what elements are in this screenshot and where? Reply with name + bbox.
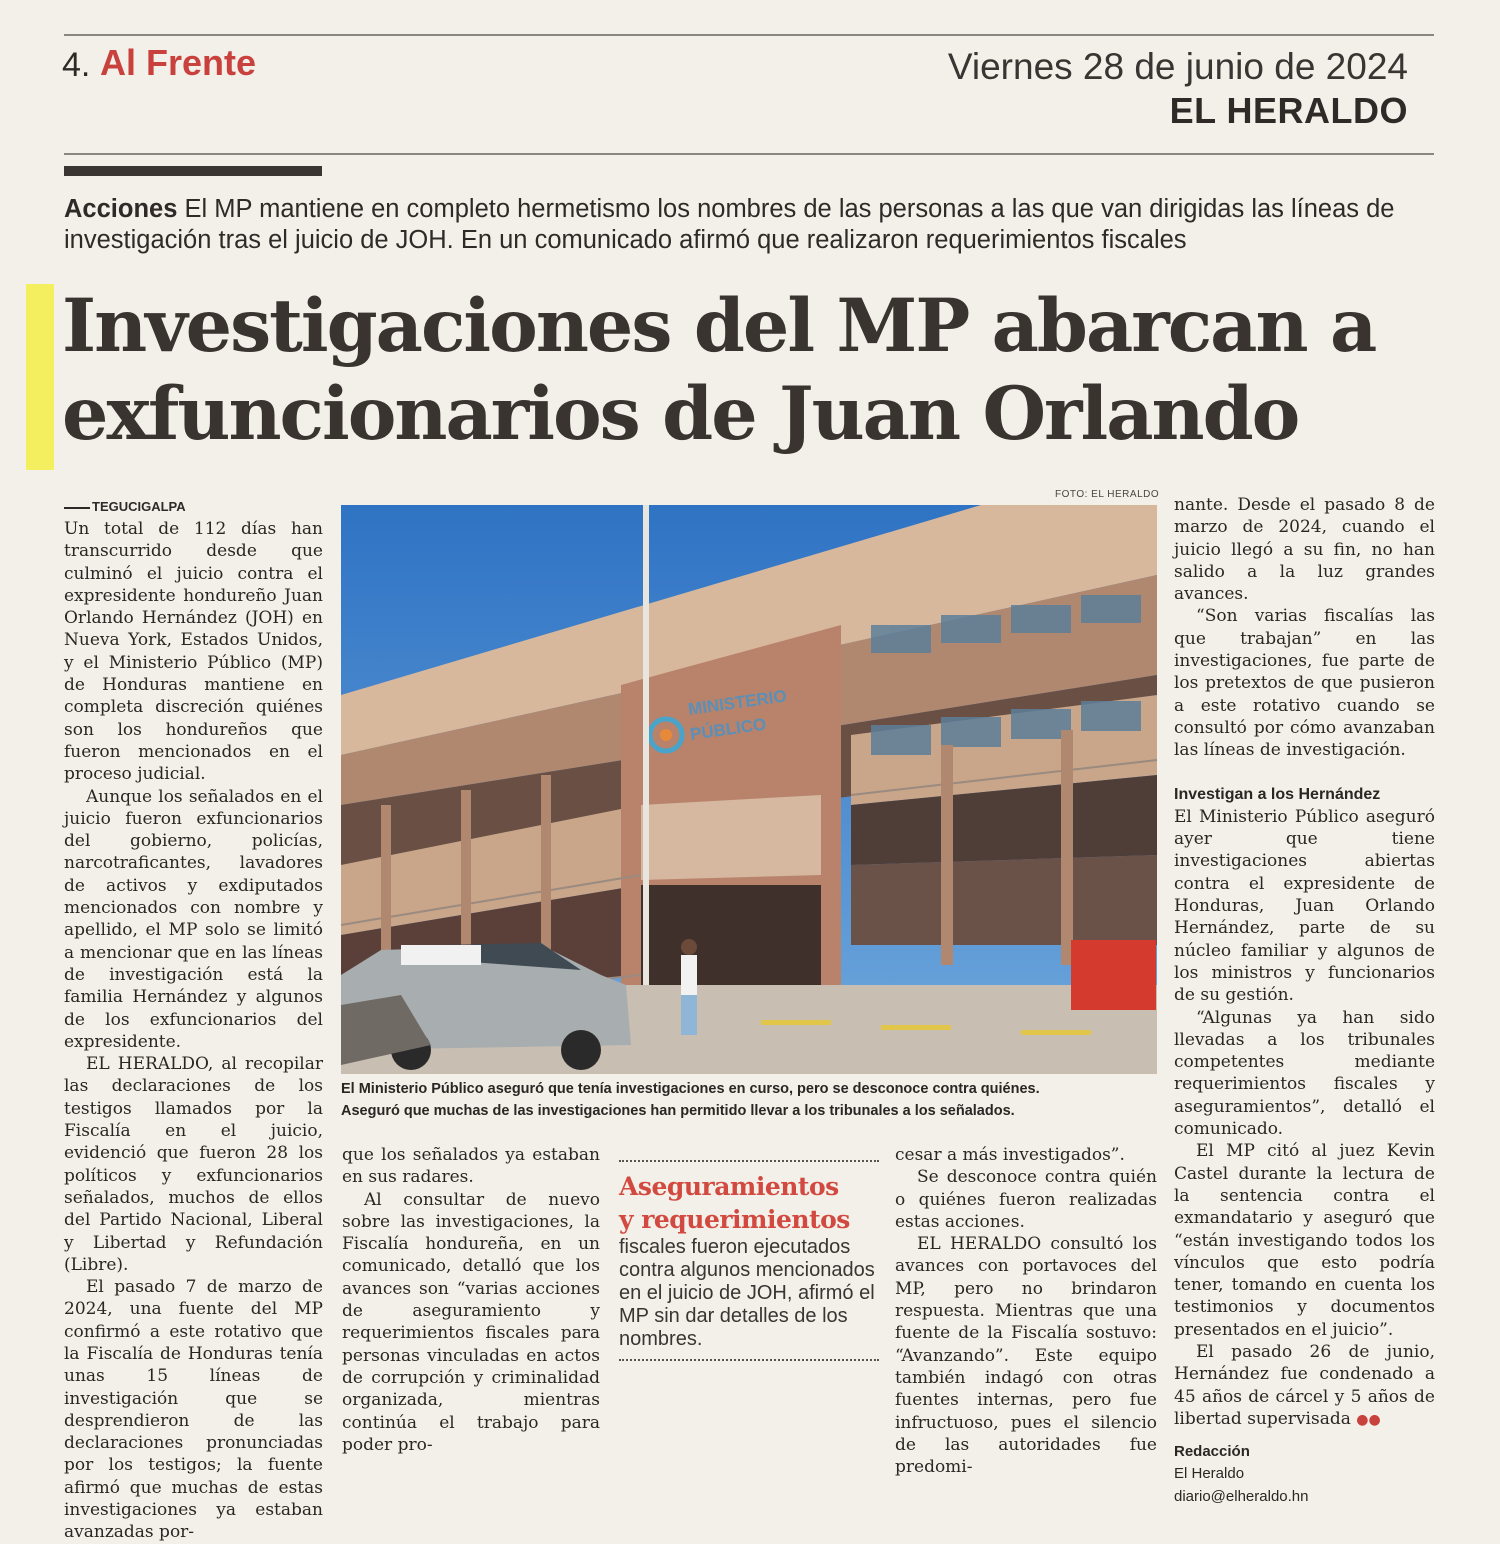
headline-line-2: exfuncionarios de Juan Orlando xyxy=(62,371,1299,457)
paragraph: Se desconoce contra quién o quiénes fueron realizadas estas acciones. xyxy=(895,1167,1157,1232)
paragraph: Un total de 112 días han transcurrido desde que culminó el juicio contra el expresidente hondureño Juan Orlando Hernández (JOH) en Nueva York, Estados Unidos, y el Ministerio Público (MP) de Honduras mantiene en completa discreción quiénes son los hondureños que fueron mencionados en el proceso judicial. xyxy=(64,519,323,785)
sign-line-1: MINISTERIO xyxy=(686,686,788,719)
column-5 xyxy=(1174,494,1435,1508)
dotted-rule xyxy=(619,1160,879,1162)
paragraph: “Son varias fiscalías las que trabajan” en las investigaciones, fue parte de los pretextos de que pusieron a este rotativo cuando se consultó por cómo avanzaban las líneas de investigación. xyxy=(1174,606,1435,761)
section-name: Al Frente xyxy=(100,42,257,83)
header-rule xyxy=(64,153,1434,155)
pull-quote-title-1: Aseguramientos xyxy=(619,1172,839,1201)
end-mark: ●● xyxy=(1356,1411,1381,1428)
kicker-label: Acciones xyxy=(64,195,178,223)
page-number: 4. xyxy=(62,46,91,84)
photo-caption xyxy=(341,1078,1157,1122)
paragraph: cesar a más investigados”. xyxy=(895,1145,1125,1165)
paragraph: que los señalados ya estaban en sus radares. xyxy=(342,1145,600,1188)
paragraph: Aunque los señalados en el juicio fueron exfuncionarios del gobierno, policías, narcotraficantes, lavadores de activos y exdiputados mencionados con nombre y apellido, el MP solo se limitó a mencionar que en las líneas de investigación está la familia Hernández y algunos de los exfuncionarios del expresidente. xyxy=(64,786,323,1052)
paragraph: El pasado 7 de marzo de 2024, una fuente del MP confirmó a este rotativo que la Fiscalía de Honduras tenía unas 15 líneas de investigación que se desprendieron de las declaraciones pronunciadas por los testigos; la fuente afirmó que muchas de estas investigaciones ya estaban avanzadas por- xyxy=(64,1277,323,1543)
paragraph: El MP citó al juez Kevin Castel durante la lectura de la sentencia contra el exmandatario y aseguró que “están investigando todos los vínculos que esto podría tener, tomando en cuenta los testimonios y documentos presentados en el juicio”. xyxy=(1174,1141,1435,1340)
ministerio-publico-building-photo xyxy=(341,505,1157,1074)
dotted-rule xyxy=(619,1359,879,1361)
kicker-text: El MP mantiene en completo hermetismo los nombres de las personas a las que van dirigidas las líneas de investigación tras el juicio de JOH. En un comunicado afirmó que realizaron requerimientos fiscales xyxy=(64,195,1395,254)
kicker-bar xyxy=(64,166,322,176)
pull-quote-text: fiscales fueron ejecutados contra algunos mencionados en el juicio de JOH, afirmó el MP sin dar detalles de los nombres. xyxy=(619,1236,875,1350)
issue-date: Viernes 28 de junio de 2024 xyxy=(947,46,1408,87)
headline xyxy=(62,282,1442,458)
closing-text: El pasado 26 de junio, Hernández fue condenado a 45 años de cárcel y 5 años de libertad supervisada xyxy=(1174,1341,1435,1429)
newspaper-name: EL HERALDO xyxy=(1169,90,1408,131)
caption-line-1: El Ministerio Público aseguró que tenía investigaciones en curso, pero se desconoce contra quiénes. xyxy=(341,1081,1040,1097)
paragraph: EL HERALDO consultó los avances con portavoces del MP, pero no brindaron respuesta. Mientras que una fuente de la Fiscalía sostuvo: “Avanzando”. Este equipo también indagó con otras fuentes internas, pero fue infructuoso, pues el silencio de las autoridades fue predomi- xyxy=(895,1234,1157,1478)
paragraph: Al consultar de nuevo sobre las investigaciones, la Fiscalía hondureña, en un comunicado, detalló que los avances son “varias acciones de aseguramiento y requerimientos fiscales para personas vinculadas en actos de corrupción y criminalidad organizada, mientras continúa el trabajo para poder pro- xyxy=(342,1189,600,1455)
byline-label: Redacción xyxy=(1174,1443,1250,1461)
top-rule xyxy=(64,34,1434,36)
highlighter-mark xyxy=(26,284,54,470)
headline-line-1: Investigaciones del MP abarcan a xyxy=(62,283,1376,369)
subheading: Investigan a los Hernández xyxy=(1174,785,1381,803)
paragraph: EL HERALDO, al recopilar las declaraciones de los testigos llamados por la Fiscalía en el juicio, evidenció que fueron 28 los políticos y exfuncionarios señalados, muchos de ellos del Partido Nacional, Liberal y Libertad y Refundación (Libre). xyxy=(64,1054,323,1275)
pull-quote-title-2: y requerimientos xyxy=(619,1205,850,1234)
column-4 xyxy=(895,1144,1157,1478)
column-2 xyxy=(342,1144,600,1456)
caption-line-2: Aseguró que muchas de las investigaciones han permitido llevar a los tribunales a los señalados. xyxy=(341,1103,1015,1119)
column-1 xyxy=(64,518,323,1544)
byline-paper: El Heraldo xyxy=(1174,1465,1245,1483)
dateline: TEGUCIGALPA xyxy=(64,499,186,514)
sign-line-2: PÚBLICO xyxy=(688,714,768,744)
kicker xyxy=(64,194,1424,256)
pull-quote xyxy=(619,1160,879,1361)
byline-email: diario@elheraldo.hn xyxy=(1174,1487,1309,1505)
photo-credit: FOTO: EL HERALDO xyxy=(1055,489,1160,500)
paragraph: “Algunas ya han sido llevadas a los tribunales competentes mediante requerimientos fiscales y aseguramientos”, detalló el comunicado. xyxy=(1174,1007,1435,1140)
paragraph: nante. Desde el pasado 8 de marzo de 2024, cuando el juicio llegó a su fin, no han salido a la luz grandes avances. xyxy=(1174,495,1435,605)
paragraph: El Ministerio Público aseguró ayer que tiene investigaciones abiertas contra el expresidente de Honduras, Juan Orlando Hernández, parte de su núcleo familiar y algunos de los ministros y funcionarios de su gestión. xyxy=(1174,806,1435,1006)
paragraph xyxy=(1174,1341,1435,1431)
